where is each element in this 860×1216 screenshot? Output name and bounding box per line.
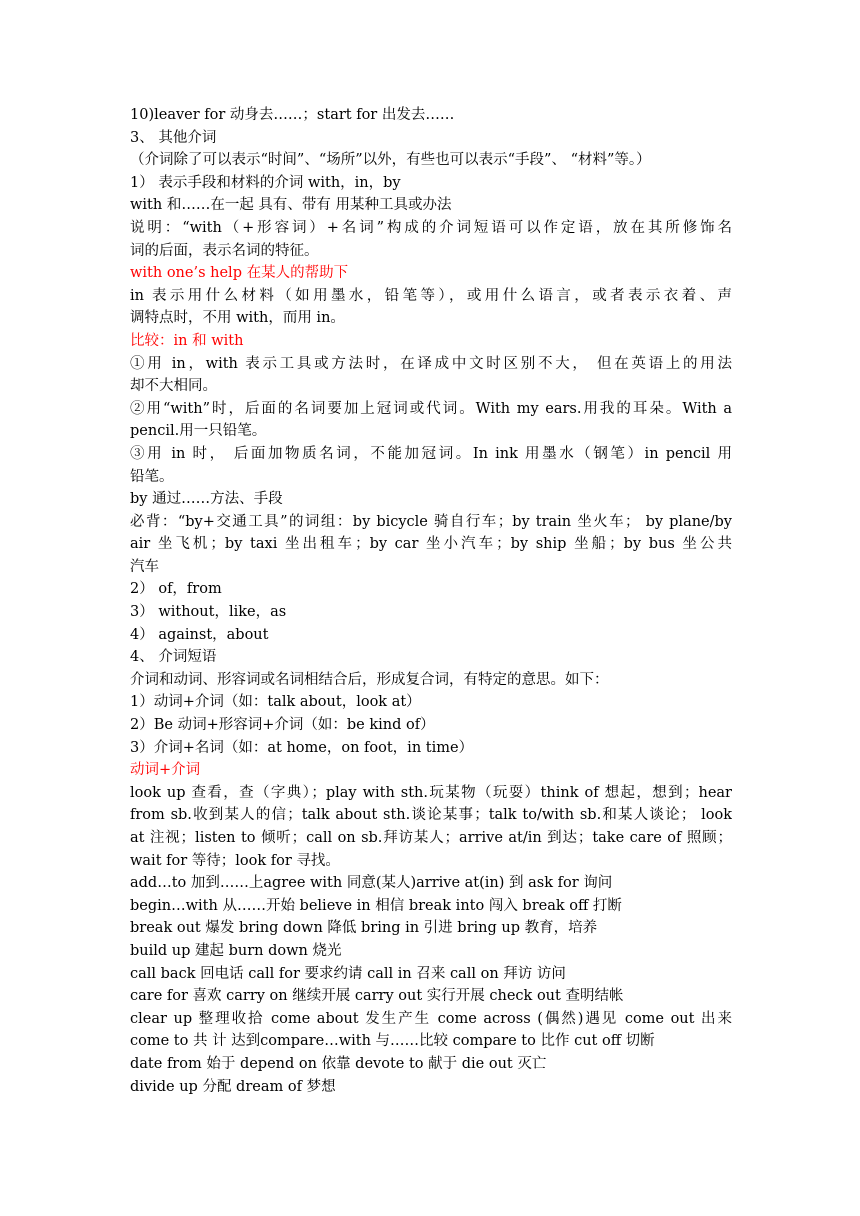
text-line: 10)leaver for 动身去……；start for 出发去…… [130, 107, 455, 123]
text-line: 汽车 [130, 558, 159, 575]
text-line: ①用 in，with 表示工具或方法时，在译成中文时区别不大， 但在英语上的用法 [130, 355, 732, 372]
text-line: by 通过……方法、手段 [130, 491, 283, 508]
text-line: air 坐飞机；by taxi 坐出租车；by car 坐小汽车；by ship 坐船；by bus 坐公共 [130, 536, 732, 553]
text-line: 必背：“by+交通工具”的词组：by bicycle 骑自行车；by train 坐火车； by plane/by [130, 513, 732, 530]
text-line: ②用“with”时，后面的名词要加上冠词或代词。With my ears.用我的耳朵。With a [130, 400, 732, 417]
text-line: look up 查看，查（字典）；play with sth.玩某物（玩耍）think of 想起，想到；hear [130, 784, 732, 801]
text-line: 却不大相同。 [130, 378, 217, 395]
document-body [130, 104, 732, 1098]
highlight-text-line: 动词+介词 [130, 762, 201, 779]
text-line: in 表示用什么材料（如用墨水，铅笔等），或用什么语言，或者表示衣着、声 [130, 287, 732, 304]
text-line: 2） of，from [130, 581, 222, 598]
text-line: 3）介词+名词（如：at home，on foot，in time） [130, 739, 474, 756]
text-line: ③用 in 时， 后面加物质名词，不能加冠词。In ink 用墨水（钢笔）in pencil 用 [130, 445, 732, 462]
text-line: add…to 加到……上agree with 同意(某人)arrive at(in) 到 ask for 询问 [130, 875, 613, 892]
text-line: 4、 介词短语 [130, 649, 217, 666]
text-line: come to 共 计 达到compare…with 与……比较 compare to 比作 cut off 切断 [130, 1033, 655, 1050]
text-line: 说明：“with（+形容词）+名词”构成的介词短语可以作定语，放在其所修饰名 [130, 219, 732, 236]
text-line: with 和……在一起 具有、带有 用某种工具或办法 [130, 197, 452, 214]
text-line: 调特点时，不用 with，而用 in。 [130, 310, 345, 327]
text-line: begin…with 从……开始 believe in 相信 break into 闯入 break off 打断 [130, 897, 622, 914]
text-line: 词的后面，表示名词的特征。 [130, 242, 319, 259]
text-line: build up 建起 burn down 烧光 [130, 942, 342, 959]
text-line: 1）动词+介词（如：talk about，look at） [130, 694, 421, 711]
text-line: 3） without，like，as [130, 604, 287, 621]
highlight-text-line: with one’s help 在某人的帮助下 [130, 265, 349, 282]
text-line: care for 喜欢 carry on 继续开展 carry out 实行开展 check out 查明结帐 [130, 988, 624, 1005]
text-line: 1） 表示手段和材料的介词 with，in，by [130, 174, 401, 191]
text-line: 3、 其他介词 [130, 129, 217, 146]
text-line: 2）Be 动词+形容词+介词（如：be kind of） [130, 717, 435, 734]
text-line: pencil.用一只铅笔。 [130, 423, 267, 440]
text-line: call back 回电话 call for 要求约请 call in 召来 call on 拜访 访问 [130, 965, 566, 982]
text-line: clear up 整理收拾 come about 发生产生 come across (偶然)遇见 come out 出来 [130, 1010, 732, 1027]
text-line: date from 始于 depend on 依靠 devote to 献于 die out 灭亡 [130, 1055, 547, 1072]
text-line: 铅笔。 [130, 468, 174, 485]
text-line: break out 爆发 bring down 降低 bring in 引进 bring up 教育，培养 [130, 920, 598, 937]
text-line: from sb.收到某人的信；talk about sth.谈论某事；talk to/with sb.和某人谈论； look [130, 807, 732, 824]
text-line: （介词除了可以表示“时间”、“场所”以外，有些也可以表示“手段”、 “材料”等。） [130, 152, 651, 169]
text-line: 4） against，about [130, 626, 269, 643]
text-line: at 注视；listen to 倾听；call on sb.拜访某人；arrive at/in 到达；take care of 照顾； [130, 830, 732, 846]
highlight-text-line: 比较：in 和 with [130, 332, 244, 349]
text-line: divide up 分配 dream of 梦想 [130, 1078, 336, 1095]
text-line: wait for 等待；look for 寻找。 [130, 852, 340, 869]
text-line: 介词和动词、形容词或名词相结合后，形成复合词，有特定的意思。如下： [130, 671, 609, 688]
